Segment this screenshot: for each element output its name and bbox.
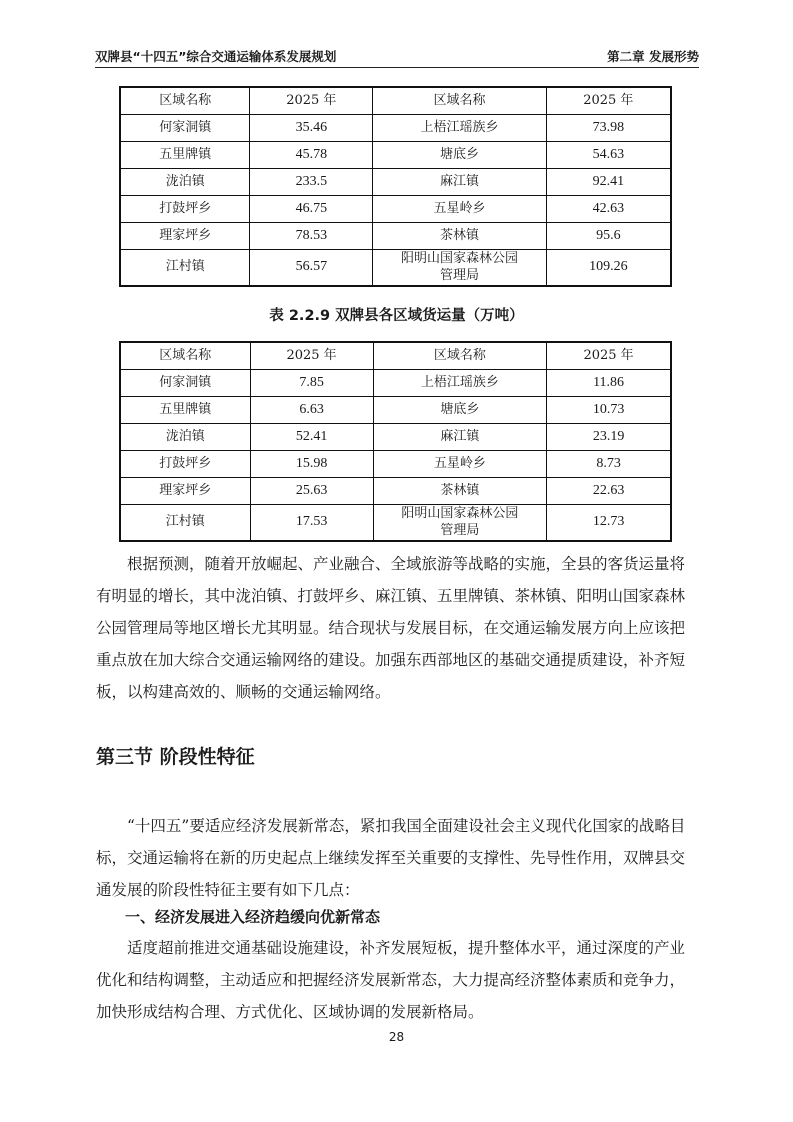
table-cell: 塘底乡 <box>373 141 546 168</box>
table-cell: 打鼓坪乡 <box>120 195 250 222</box>
paragraph-line: “十四五”要适应经济发展新常态，紧扣我国全面建设社会主义现代化国家的战略目 <box>96 817 686 835</box>
table-cell: 46.75 <box>250 195 373 222</box>
table-row <box>120 477 671 504</box>
column-header: 2025 年 <box>250 87 373 114</box>
table-cell: 塘底乡 <box>373 396 547 423</box>
table-cell: 7.85 <box>250 369 373 396</box>
passenger-volume-table <box>119 86 672 287</box>
table-cell: 25.63 <box>250 477 373 504</box>
table-header-row <box>120 342 671 369</box>
table-cell: 上梧江瑶族乡 <box>373 369 547 396</box>
economy-paragraph <box>96 932 700 1028</box>
table-cell: 78.53 <box>250 222 373 249</box>
table-row <box>120 222 671 249</box>
table-cell: 泷泊镇 <box>120 423 250 450</box>
table-row <box>120 450 671 477</box>
paragraph-line: 有明显的增长，其中泷泊镇、打鼓坪乡、麻江镇、五里牌镇、茶林镇、阳明山国家森林 <box>96 587 686 605</box>
table-cell: 233.5 <box>250 168 373 195</box>
table-cell: 何家洞镇 <box>120 114 250 141</box>
table-cell: 理家坪乡 <box>120 222 250 249</box>
table-cell: 江村镇 <box>120 249 250 286</box>
table-cell: 73.98 <box>546 114 671 141</box>
document-title: 双牌县“十四五”综合交通运输体系发展规划 <box>95 49 337 64</box>
chapter-title: 第二章 发展形势 <box>607 49 699 64</box>
column-header: 区域名称 <box>120 342 250 369</box>
table-cell: 17.53 <box>250 504 373 541</box>
table-cell: 江村镇 <box>120 504 250 541</box>
table-cell: 阳明山国家森林公园管理局 <box>373 504 547 541</box>
column-header: 2025 年 <box>546 87 671 114</box>
paragraph-line: 板，以构建高效的、顺畅的交通运输网络。 <box>96 683 391 701</box>
paragraph-line: 优化和结构调整，主动适应和把握经济发展新常态，大力提高经济整体素质和竞争力， <box>96 971 686 989</box>
subsection-heading: 一、经济发展进入经济趋缓向优新常态 <box>125 908 381 926</box>
table-cell: 茶林镇 <box>373 477 547 504</box>
paragraph-line: 重点放在加大综合交通运输网络的建设。加强东西部地区的基础交通提质建设，补齐短 <box>96 651 686 669</box>
table-cell: 109.26 <box>546 249 671 286</box>
paragraph-line: 根据预测，随着开放崛起、产业融合、全域旅游等战略的实施，全县的客货运量将 <box>96 555 686 573</box>
column-header: 区域名称 <box>373 87 546 114</box>
table-row <box>120 249 671 286</box>
table-row <box>120 141 671 168</box>
table-cell: 理家坪乡 <box>120 477 250 504</box>
paragraph-line: 公园管理局等地区增长尤其明显。结合现状与发展目标，在交通运输发展方向上应该把 <box>96 619 686 637</box>
table-cell: 麻江镇 <box>373 423 547 450</box>
table-row <box>120 396 671 423</box>
table-cell: 54.63 <box>546 141 671 168</box>
table-header-row <box>120 87 671 114</box>
table-row <box>120 195 671 222</box>
table-cell: 15.98 <box>250 450 373 477</box>
table-cell: 52.41 <box>250 423 373 450</box>
forecast-paragraph <box>96 548 700 708</box>
table-cell: 五里牌镇 <box>120 396 250 423</box>
column-header: 2025 年 <box>250 342 373 369</box>
table-row <box>120 114 671 141</box>
table-cell: 92.41 <box>546 168 671 195</box>
table-row <box>120 168 671 195</box>
column-header: 区域名称 <box>120 87 250 114</box>
table-caption: 表 2.2.9 双牌县各区域货运量（万吨） <box>269 308 524 324</box>
paragraph-line: 通发展的阶段性特征主要有如下几点： <box>96 881 360 899</box>
table-row <box>120 504 671 541</box>
table-cell: 6.63 <box>250 396 373 423</box>
table-cell: 12.73 <box>547 504 671 541</box>
table-cell: 45.78 <box>250 141 373 168</box>
column-header: 2025 年 <box>547 342 671 369</box>
column-header: 区域名称 <box>373 342 547 369</box>
paragraph-line: 标，交通运输将在新的历史起点上继续发挥至关重要的支撑性、先导性作用，双牌县交 <box>96 849 686 867</box>
page-header <box>95 47 699 67</box>
table-cell: 56.57 <box>250 249 373 286</box>
table-cell: 茶林镇 <box>373 222 546 249</box>
table-cell: 8.73 <box>547 450 671 477</box>
table-cell: 阳明山国家森林公园管理局 <box>373 249 546 286</box>
table-cell: 泷泊镇 <box>120 168 250 195</box>
table-cell: 95.6 <box>546 222 671 249</box>
paragraph-line: 加快形成结构合理、方式优化、区域协调的发展新格局。 <box>96 1003 484 1021</box>
paragraph-line: 适度超前推进交通基础设施建设，补齐发展短板，提升整体水平，通过深度的产业 <box>96 939 686 957</box>
table-row <box>120 369 671 396</box>
table-row <box>120 423 671 450</box>
section-heading: 第三节 阶段性特征 <box>96 746 255 768</box>
page-number: 28 <box>388 1030 405 1044</box>
freight-volume-table <box>119 341 672 542</box>
table-cell: 22.63 <box>547 477 671 504</box>
table-cell: 打鼓坪乡 <box>120 450 250 477</box>
table-cell: 五里牌镇 <box>120 141 250 168</box>
table-cell: 42.63 <box>546 195 671 222</box>
table-cell: 上梧江瑶族乡 <box>373 114 546 141</box>
table-cell: 何家洞镇 <box>120 369 250 396</box>
table-cell: 11.86 <box>547 369 671 396</box>
table-cell: 10.73 <box>547 396 671 423</box>
table-cell: 23.19 <box>547 423 671 450</box>
header-divider <box>95 67 699 68</box>
table-cell: 35.46 <box>250 114 373 141</box>
intro-paragraph <box>96 810 700 906</box>
table-cell: 五星岭乡 <box>373 195 546 222</box>
table-cell: 麻江镇 <box>373 168 546 195</box>
table-cell: 五星岭乡 <box>373 450 547 477</box>
